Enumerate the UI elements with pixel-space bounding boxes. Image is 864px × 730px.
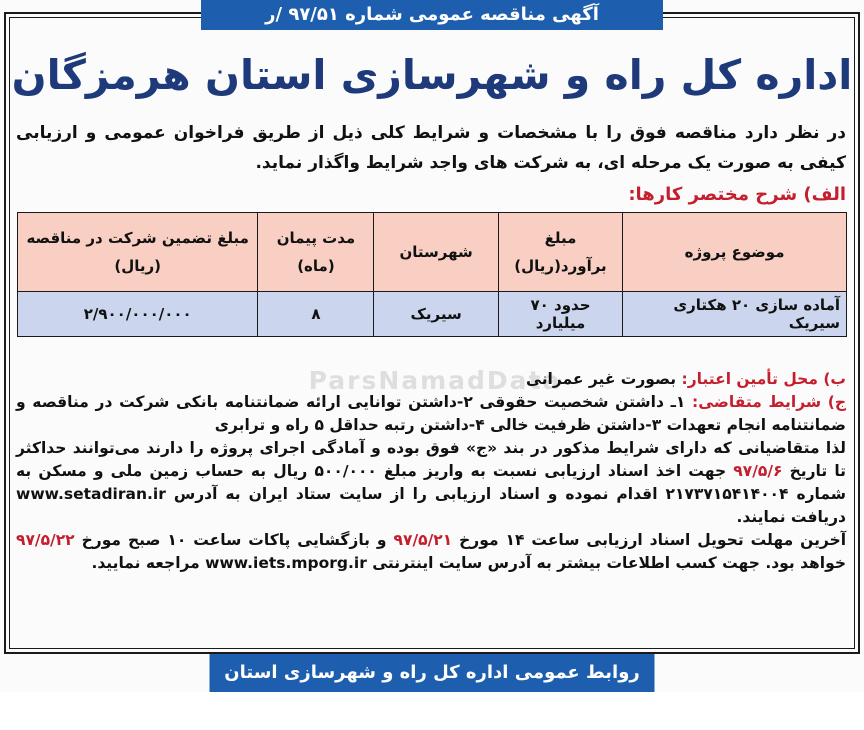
cell-project-subject: آماده سازی ۲۰ هکتاری سیریک bbox=[623, 292, 847, 337]
header-county: شهرستان bbox=[374, 213, 498, 292]
submission-date: ۹۷/۵/۲۱ bbox=[393, 531, 453, 549]
para2-text-middle: و بازگشایی پاکات ساعت ۱۰ صبح مورخ bbox=[81, 531, 387, 549]
header-contract-duration: مدت پیمان (ماه) bbox=[258, 213, 374, 292]
cell-estimate-amount: حدود ۷۰ میلیارد bbox=[498, 292, 622, 337]
intro-paragraph: در نظر دارد مناقصه فوق را با مشخصات و شرایط کلی ذیل از طریق فراخوان عمومی و ارزیابی کیفی به صورت یک مرحله ای، به شرکت های واجد شرایط واگذار نماید. bbox=[16, 123, 846, 173]
header-guarantee-amount: مبلغ تضمین شرکت در مناقصه (ریال) bbox=[18, 213, 258, 292]
notice-body bbox=[16, 368, 846, 575]
header-project-subject: موضوع پروژه bbox=[623, 213, 847, 292]
project-table-container bbox=[17, 212, 847, 337]
watermark: ParsNamadData bbox=[308, 366, 562, 395]
section-b bbox=[16, 368, 846, 391]
section-c-text: ۱ـ داشتن شخصیت حقوقی ۲-داشتن توانایی ارائه ضمانتنامه بانکی شرکت در مناقصه و ضمانتنامه انجام تعهدات ۳-داشتن ظرفیت خالی ۴-داشتن رتبه حداقل ۵ راه و ترابری bbox=[16, 393, 846, 434]
cell-contract-duration: ۸ bbox=[258, 292, 374, 337]
footer-banner: روابط عمومی اداره کل راه و شهرسازی استان هرمزگان bbox=[210, 654, 655, 692]
table-header-row bbox=[18, 213, 847, 292]
section-a-title: الف) شرح مختصر کارها: bbox=[628, 184, 846, 205]
cell-guarantee-amount: ۲/۹۰۰/۰۰۰/۰۰۰ bbox=[18, 292, 258, 337]
header-banner: آگهی مناقصه عمومی شماره ۹۷/۵۱ /ر bbox=[201, 0, 663, 30]
section-c-label: ج) شرایط متقاضی: bbox=[692, 393, 846, 411]
section-b-text: بصورت غیر عمرانی bbox=[526, 370, 677, 388]
table-row bbox=[18, 292, 847, 337]
opening-date: ۹۷/۵/۲۲ bbox=[16, 531, 75, 549]
project-table bbox=[17, 212, 847, 337]
deadline-date: ۹۷/۵/۶ bbox=[733, 462, 783, 480]
section-b-label: ب) محل تأمین اعتبار: bbox=[681, 370, 846, 388]
cell-county: سیریک bbox=[374, 292, 498, 337]
header-estimate-amount: مبلغ برآورد(ریال) bbox=[498, 213, 622, 292]
para2-text-end: خواهد بود. جهت کسب اطلاعات بیشتر به آدرس سایت اینترنتی www.iets.mporg.ir مراجعه نمایید. bbox=[91, 554, 846, 572]
paragraph-deadlines bbox=[16, 529, 846, 575]
section-c bbox=[16, 391, 846, 437]
para2-text-start: آخرین مهلت تحویل اسناد ارزیابی ساعت ۱۴ مورخ bbox=[459, 531, 847, 549]
org-title: اداره کل راه و شهرسازی استان هرمزگان bbox=[11, 51, 853, 99]
para1-text-end: جهت اخذ اسناد ارزیابی نسبت به واریز مبلغ ۵۰۰/۰۰۰ ریال به حساب زمین ملی و مسکن به شماره ۲۱۷۳۷۱۵۴۱۴۰۰۴ اقدام نموده و اسناد ارزیابی را از سایت ستاد ایران به آدرس www.setadiran.ir دریافت نمایند. bbox=[16, 462, 846, 526]
para1-text-start: لذا متقاضیانی که دارای شرایط مذکور در بند «ج» فوق بوده و آمادگی اجرای پروژه را دارند می‌توانند حداکثر تا تاریخ bbox=[16, 439, 846, 480]
paragraph-documents bbox=[16, 437, 846, 529]
